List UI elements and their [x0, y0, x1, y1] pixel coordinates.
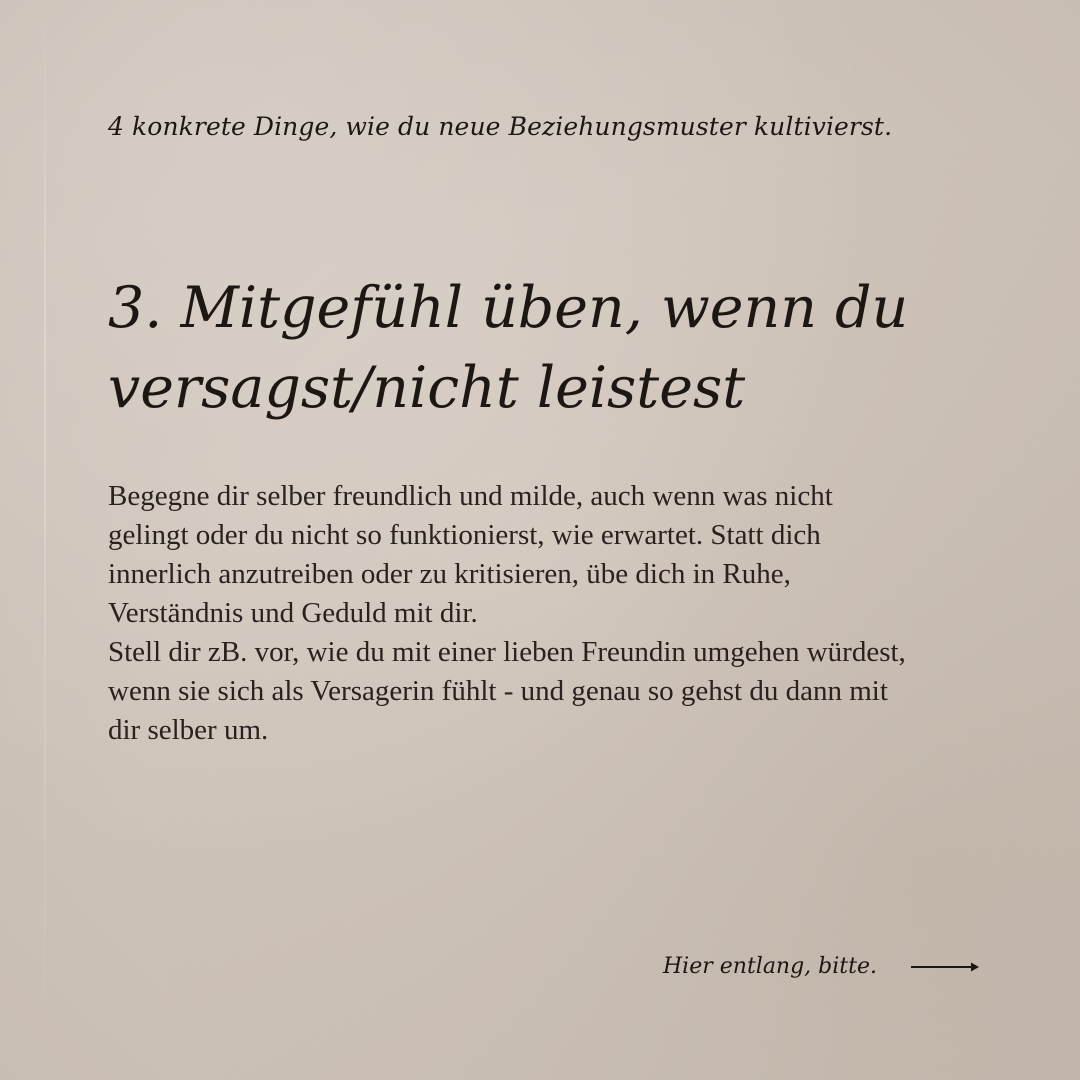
series-subtitle: 4 konkrete Dinge, wie du neue Beziehungsmuster kultivierst. — [108, 112, 893, 141]
arrow-right-icon — [911, 960, 979, 974]
body-text — [108, 477, 908, 750]
next-slide-label: Hier entlang, bitte. — [663, 954, 877, 979]
paper-crease — [44, 0, 46, 1080]
body-paragraph-2: Stell dir zB. vor, wie du mit einer lieben Freundin umgehen würdest, wenn sie sich als Versagerin fühlt - und genau so gehst du dann mit dir selber um. — [108, 636, 906, 746]
page-title — [108, 268, 988, 428]
page-title-line-1: 3. Mitgefühl üben, wenn du — [108, 275, 909, 341]
page-title-line-2: versagst/nicht leistest — [108, 355, 746, 421]
body-paragraph-1: Begegne dir selber freundlich und milde, auch wenn was nicht gelingt oder du nicht so funktionierst, wie erwartet. Statt dich innerlich anzutreiben oder zu kritisieren, übe dich in Ruhe, Verständnis und Geduld mit dir. — [108, 480, 833, 629]
next-slide-link[interactable] — [663, 954, 979, 979]
